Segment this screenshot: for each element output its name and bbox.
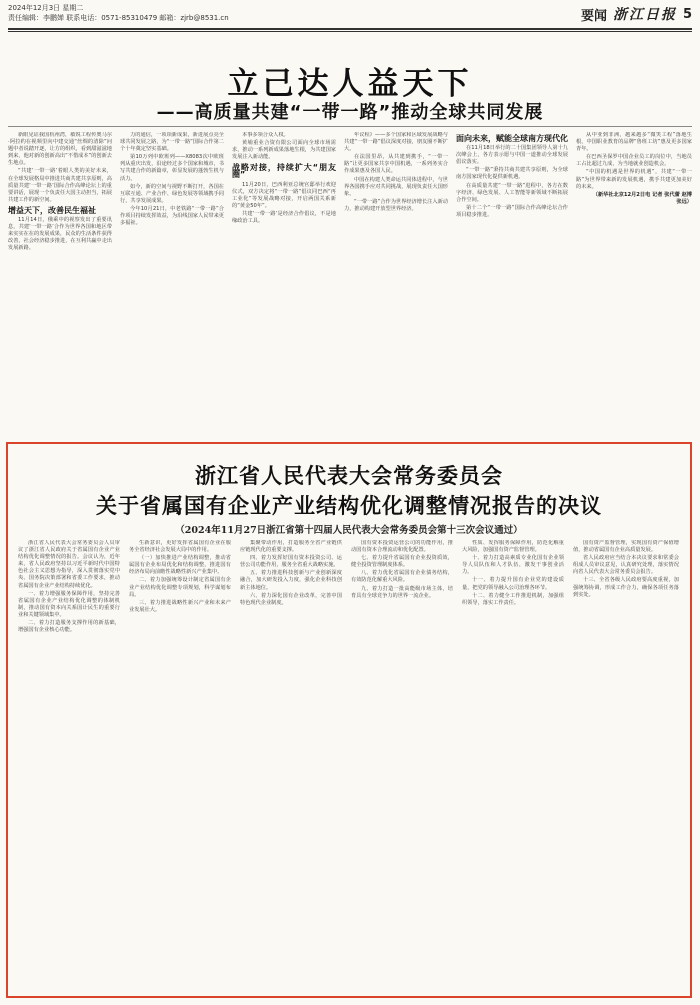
resolution-column-6: 国有资产监督管理，实现国有资产保值增值，推动省属国有企业高质量发展。 省人民政府应当结合本决议要求和常委会组成人员审议意见，认真研究处理，落实情况向省人民代表大会常务委员会报告。 十三、全省各级人民政府要高度重视，加强统筹协调，形成工作合力，确保各项任务落到实处。	[573, 540, 679, 598]
page-number: 5	[682, 6, 692, 22]
article1-column-4: 年议程》——多个国家和区域发展战略与共建“一带一路”倡议深度对接，朋友圈不断扩大。 在法国里昂，从共建到携手，“一带一路”让更多国家共享中国机遇，一系列务实合作成果惠及各国人民。 中国在构建人类命运共同体进程中，与世界各国携手应对共同挑战，展现负责任大国形象。 “一带一路”合作为世界经济增长注入新动力，推动构建开放型世界经济。	[344, 132, 448, 212]
article1-title: 立己达人益天下	[227, 66, 473, 102]
resolution-column-5: 性质、发挥服务保障作用，防范化解重大风险，加强国有资产监督管理。 十、着力打造高素质专业化国有企业领导人员队伍和人才队伍，激发干事创业活力。 十一、着力提升国有企业党的建设质量，把党的领导融入公司治理各环节。 十二、着力健全工作推进机制，加强组织领导，落实工作责任。	[462, 540, 564, 606]
resolution-title-line1: 浙江省人民代表大会常务委员会	[195, 463, 503, 488]
article1-column-6: 从中亚到非洲，越来越多“微笑工程”落地生根，中国职业教育的品牌“鲁班工坊”惠及更多国家青年。 在巴西圣保罗中国企业员工的岗位中，当地员工占比超过九成，为当地就业创造机会。 “中国的机遇是世界的机遇”，共建“一带一路”为世界带来新的发展机遇，携手共建更加美好的未来。 （新华社北京12月2日电 记者 张代蕾 赵博 张远）	[576, 132, 692, 205]
header-rule-thin	[8, 31, 692, 32]
section-name: 要闻	[580, 8, 607, 24]
resolution-title-line2: 关于省属国有企业产业结构优化调整情况报告的决议	[96, 493, 602, 518]
article1-column-2: 力的通信，一项项新成果，新进展点亮全球共同发展之路，为“一带一路”国际合作第二个十年奠定坚实基础。 第10万列中欧班列——X8083次中欧班列从重庆出发，沿途经过多个国家和城市，书写共建合作的新篇章，彰显发展的蓬勃生机与活力。 如今，新的空间与视野不断打开，各国在互联互通、产业合作、绿色发展等领域携手同行，共享发展成果。 今年10月21日，中老铁路“一带一路”合作项目持续发挥效益，为沿线国家人民带来更多福祉。	[120, 132, 224, 227]
subheading-future: 面向未来，赋能全球南方现代化	[456, 134, 568, 143]
subheading-welfare: 增益天下，改善民生福祉	[8, 205, 96, 215]
header-right	[581, 4, 692, 24]
article1-rule	[8, 126, 692, 127]
header-meta	[8, 3, 229, 23]
editor-contact: 责任编辑：李鹏婵 联系电话：0571-85310479 邮箱：zjrb@8531.cn	[8, 14, 229, 22]
article1-column-3: 本事多领合众人权。 黄埔重业合资有限公司面向全球市场需求，推动一系列新成果落地生根，为共建国家发展注入新动能。 战略对接，持续扩大“朋友圈” 11月20日，巴西利亚总统官邸举行欢迎仪式，双方决定将“一带一路”倡议同巴西“再工业化”等发展战略对接，开启两国关系新的“黄金50年”。 共建‘一带一路’是经济合作倡议，不是地缘政治工具。	[232, 132, 336, 225]
resolution-adoption-note: （2024年11月27日浙江省第十四届人民代表大会常务委员会第十三次会议通过）	[175, 525, 523, 536]
subheading-strategy: 战略对接，持续扩大“朋友圈”	[232, 163, 336, 180]
article1-column-5: 面向未来，赋能全球南方现代化 在11月18日举行的二十国集团领导人第十九次峰会上，各方表示愿与中国一道推动全球发展倡议落实。 “一带一路”秉持共商共建共享原则，为全球南方国家现代化提供新机遇。 在高质量共建“一带一路”进程中，各方在数字经济、绿色发展、人工智能等新领域不断拓展合作空间。 第十二个“一带一路”国际合作高峰论坛合作项目稳步推进。	[456, 134, 568, 218]
header-rule	[8, 28, 692, 30]
resolution-column-4: 国有资本投资运营公司的功能作用，推动国有资本合理流动和优化配置。 七、着力提升省属国有企业投资质效，健全投资管理制度体系。 八、着力优化省属国有企业债务结构，有效防范化解重大风险。 九、着力打造一批高能级市场主体，培育具有全球竞争力的世界一流企业。	[351, 540, 453, 599]
article1-column-1: 新眼见证我国杭州湾，敏锐工程传奥马尔·阿拉约在视频里向中建交通“丝绸的清除”问题中者说踏开逐，让方的组织，看到甜滋滋地到来，他对新的创新高出“不惜成本”的创新去生地点。 “共建‘一带一路’着眼人类的美好未来，在全球发展格局中推进共商共建共享原则，高质量共建‘一带一路’国际合作高峰论坛上的重要讲话，展现一个负责任大国主动担当，拓展共建工作的新空间。 增益天下，改善民生福祉 11月14日，俄乘中的视察发出了重要讯息，共建‘一带一路’合作为世界各国和地区带来实实在在的发展成果，民众的生活条件获得改善，社会经济稳步推进，在互利共赢中走出发展新路。	[8, 132, 112, 252]
article1-subtitle: ——高质量共建“一带一路”推动全球共同发展	[156, 102, 544, 123]
resolution-column-2: 生新意识，更好发挥省属国有企业在服务全省经济社会发展大局中的作用。 （一）加快推进产业结构调整，推动省属国有企业布局优化和结构调整，推进国有经济布局向前瞻性战略性新兴产业集中。 二、着力加强统筹设计制定省属国有企业产业结构优化调整专项规划，科学谋划布局。 三、着力推进战略性新兴产业和未来产业发展壮大。	[129, 540, 231, 613]
resolution-column-3: 集聚带动作用，打造服务全省产业链供应链现代化的重要支撑。 四、着力发挥好国有资本投资公司、运营公司功能作用，服务全省重大战略实施。 五、着力推进科技创新与产业创新深度融合，加大研发投入力度，强化企业科技创新主体地位。 六、着力深化国有企业改革，完善中国特色现代企业制度。	[240, 540, 342, 606]
byline: （新华社北京12月2日电 记者 张代蕾 赵博 张远）	[592, 191, 692, 205]
resolution-box	[6, 442, 692, 998]
page-header	[8, 0, 692, 40]
paper-masthead: 浙江日报	[612, 7, 677, 23]
issue-date: 2024年12月3日 星期二	[8, 4, 84, 12]
resolution-column-1: 浙江省人民代表大会常务委员会人员审议了浙江省人民政府关于省属国有企业产业结构优化调整情况的报告。会议认为，近年来，省人民政府坚持以习近平新时代中国特色社会主义思想为指导，深入贯彻落实党中央、国务院决策部署和省委工作要求，推动省属国有企业产业结构持续优化。 一、着力增强服务保障作用，坚持完善省属国有企业产业结构优化调整的体制机制，推动国有资本向关系国计民生的重要行业和关键领域集中。 二、着力打造服务支撑作用的新基础，增强国有企业核心功能。	[18, 540, 120, 634]
